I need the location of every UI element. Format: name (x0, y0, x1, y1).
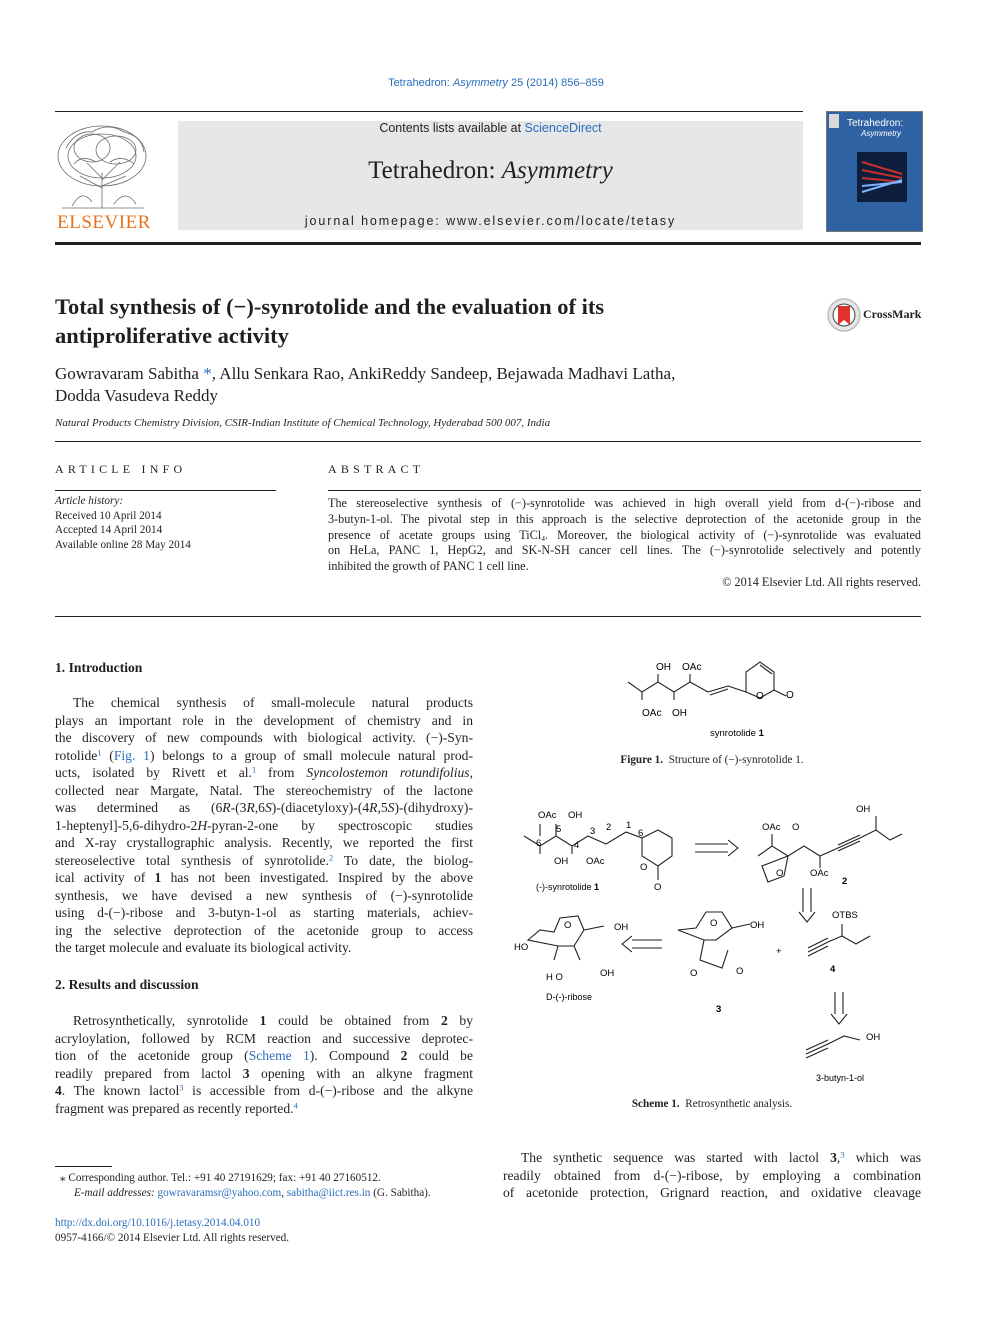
figure-1-link[interactable]: Fig. 1 (113, 747, 150, 763)
ribose-label: D-(-)-ribose (546, 992, 592, 1002)
s1-n5: 5 (556, 824, 562, 835)
fig1-carbonyl-o: O (786, 690, 794, 701)
figure-1-structure (620, 652, 810, 744)
article-history: Article history: Received 10 April 2014 Accepted 14 April 2014 Available online 28 May 2014 (55, 495, 191, 551)
scheme-1-link[interactable]: Scheme 1 (248, 1048, 310, 1063)
author-sabitha[interactable]: Gowravaram Sabitha (55, 364, 199, 383)
article-info-heading: ARTICLE INFO (55, 462, 187, 476)
sciencedirect-link[interactable]: ScienceDirect (524, 121, 602, 135)
s2-o-2: O (776, 868, 784, 879)
s2-oac-1: OAc (762, 822, 781, 833)
s1-oac-2: OAc (586, 856, 605, 867)
rib-oh-1: OH (614, 922, 629, 933)
rib-ho-2: H O (546, 972, 563, 983)
s1-ring-o: O (640, 862, 648, 873)
s3-o-1: O (690, 968, 698, 979)
journal-cover-thumbnail[interactable] (826, 111, 923, 232)
fig1-oh-bottom: OH (672, 708, 687, 719)
elsevier-tree-icon (52, 118, 156, 214)
journal-title: Tetrahedron: Asymmetry (368, 157, 613, 184)
footnote: ⁎ Corresponding author. Tel.: +91 40 27191629; fax: +91 40 27160512. E-mail addresses: gowravaramsr@yahoo.com, sabitha@iict.res.in (G. Sabitha). (60, 1172, 431, 1199)
s2-oh: OH (856, 804, 871, 815)
rib-oh-2: OH (600, 968, 615, 979)
s1-oh-1: OH (568, 810, 583, 821)
s3-o-2: O (736, 966, 744, 977)
abstract-text: The stereoselective synthesis of (−)-synrotolide was achieved in high overall yield from d-(−)-ribose and 3-butyn-1-ol. The pivotal step in this approach is the selective deprotection of the acetonide group in the presence of acetate groups using TiCl$_4$. Moreover, the biological activity of (−)-synrotolide was evaluated on HeLa, PANC 1, HepG2, and SK-N-SH cancer cell lines. The (−)-synrotolide selectively and potently inhibited the growth of PANC 1 cell line. (328, 496, 921, 574)
s1-carbonyl-o: O (654, 882, 662, 893)
elsevier-wordmark: ELSEVIER (57, 212, 151, 233)
crossmark-badge[interactable] (826, 297, 926, 333)
ref-2[interactable]: 2 (328, 851, 334, 862)
s3-ring-o: O (710, 918, 718, 929)
s3-oh: OH (750, 920, 765, 931)
article-title: Total synthesis of (−)-synrotolide and the evaluation of its antiproliferative activity (55, 294, 605, 348)
introduction-text: The chemical synthesis of small-molecule natural products plays an important role in the development of chemistry and in the discovery of new compounds with biological activity. (−)-Syn- rotolide$^1$ (Fig. 1) belongs to a group of small molecule natural prod- ucts, isolated by Rivett et al.$^1$ from Syncolostemon rotundifolius, collected near Margate, Natal. The stereochemistry of the lactone was determined as (6R-(3R,6S)-(diacetyloxy)-(4R,5S)-(dihydroxy)- 1-heptenyl]-5,6-dihydro-2H-pyran-2-one by spectroscopic studies and X-ray crystallographic analysis. Recently, we reported the first stereoselective total synthesis of synrotolide.$^2$ To date, the biolog- ical activity of 1 has not been investigated. Inspired by the above synthesis, we have devised a new synthesis of (−)-synrotolide using d-(−)-ribose and 3-butyn-1-ol as starting materials, achiev- ing the selective deprotection of the acetonide group to access the target molecule and evaluate its biological activity. (55, 695, 473, 955)
s1-oac-1: OAc (538, 810, 557, 821)
doi-link[interactable]: http://dx.doi.org/10.1016/j.tetasy.2014.04.010 (55, 1217, 261, 1229)
s1-n6b: 6 (638, 828, 644, 839)
scheme-1-retrosynthesis (510, 800, 920, 1092)
s4-number: 4 (830, 964, 836, 975)
cover-art-icon (857, 152, 907, 202)
s1-n1: 1 (626, 820, 632, 831)
header-top-rule (55, 111, 803, 112)
s1-n3: 3 (590, 826, 596, 837)
s1-n4: 4 (574, 840, 580, 851)
contents-available: Contents lists available at ScienceDirect (379, 121, 602, 135)
author-list: Gowravaram Sabitha *, Allu Senkara Rao, AnkiReddy Sandeep, Bejawada Madhavi Latha, Dodda Vasudeva Reddy (55, 364, 676, 405)
copyright-notice: © 2014 Elsevier Ltd. All rights reserved. (722, 575, 921, 589)
fig1-ring-o: O (756, 691, 764, 702)
article-info-rule (55, 490, 276, 491)
butynol-label: 3-butyn-1-ol (816, 1073, 865, 1083)
cover-publisher-icon (829, 114, 839, 128)
elsevier-logo[interactable] (52, 118, 156, 234)
rib-ho: HO (514, 942, 529, 953)
svg-text:(-)-synrotolide 1: (-)-synrotolide 1 (536, 882, 600, 892)
cover-title: Tetrahedron: (847, 118, 904, 129)
abstract-heading: ABSTRACT (328, 462, 425, 476)
journal-homepage: journal homepage: www.elsevier.com/locate/tetasy (304, 214, 677, 228)
svg-text:synrotolide 1: synrotolide 1 (710, 728, 764, 739)
homepage-link[interactable]: www.elsevier.com/locate/tetasy (446, 214, 677, 228)
s2-number: 2 (842, 876, 848, 887)
abstract-rule (328, 490, 921, 491)
rib-o: O (564, 920, 572, 931)
corresponding-author-marker[interactable]: * (198, 364, 212, 383)
introduction-heading: 1. Introduction (55, 660, 143, 675)
s2-o-1: O (792, 822, 800, 833)
fig1-oac-top: OAc (682, 662, 702, 673)
s1-oh-2: OH (554, 856, 569, 867)
crossmark-label: CrossMark (863, 307, 922, 321)
s3-number: 3 (716, 1004, 722, 1015)
scheme-1-caption: Scheme 1. Retrosynthetic analysis. (631, 1098, 793, 1110)
s2-oac-2: OAc (810, 868, 829, 879)
ref-3b[interactable]: 3 (840, 1149, 845, 1160)
ref-4[interactable]: 4 (293, 1099, 298, 1110)
s4-otbs: OTBS (832, 910, 858, 921)
cover-subtitle: Asymmetry (861, 129, 901, 138)
s1-n2: 2 (606, 822, 612, 833)
s-plus: + (776, 946, 782, 957)
journal-banner (178, 121, 803, 230)
ref-3[interactable]: 3 (179, 1082, 184, 1093)
fig1-oh-top: OH (656, 662, 671, 673)
results-heading: 2. Results and discussion (55, 977, 199, 992)
fig1-oac-bottom: OAc (642, 708, 662, 719)
email-link-1[interactable]: gowravaramsr@yahoo.com (157, 1187, 282, 1199)
affiliation: Natural Products Chemistry Division, CSIR-Indian Institute of Chemical Technology, Hyderabad 500 007, India (55, 417, 551, 429)
header-bottom-rule (55, 242, 921, 245)
right-column-text: The synthetic sequence was started with lactol 3,$^3$ which was readily obtained from d-(−)-ribose, by employing a combination of acetonide protection, Grignard reaction, and oxidative cleavage (503, 1149, 921, 1200)
ref-1[interactable]: 1 (97, 746, 102, 757)
footnote-rule (55, 1166, 112, 1167)
butynol-oh: OH (866, 1032, 881, 1043)
affiliation-rule (55, 441, 921, 442)
doi-block: http://dx.doi.org/10.1016/j.tetasy.2014.04.010 0957-4166/© 2014 Elsevier Ltd. All rights reserved. (55, 1217, 290, 1244)
figure-1-caption: Figure 1. Structure of (−)-synrotolide 1. (620, 754, 804, 766)
crossmark-icon (826, 297, 862, 333)
email-link-2[interactable]: sabitha@iict.res.in (286, 1187, 371, 1199)
results-text: Retrosynthetically, synrotolide 1 could be obtained from 2 by acryloylation, followed by RCM reaction and successive deprotec- tion of the acetonide group (Scheme 1). Compound 2 could be readily prepared from lactol 3 opening with an alkyne fragment 4. The known lactol$^3$ is accessible from d-(−)-ribose and the alkyne fragment was prepared as recently reported.$^4$ (55, 1013, 473, 1116)
s1-n6: 6 (536, 838, 542, 849)
abstract-bottom-rule (55, 616, 921, 617)
ref-1b[interactable]: 1 (251, 764, 257, 775)
journal-reference[interactable]: Tetrahedron: Asymmetry 25 (2014) 856–859 (388, 77, 604, 89)
